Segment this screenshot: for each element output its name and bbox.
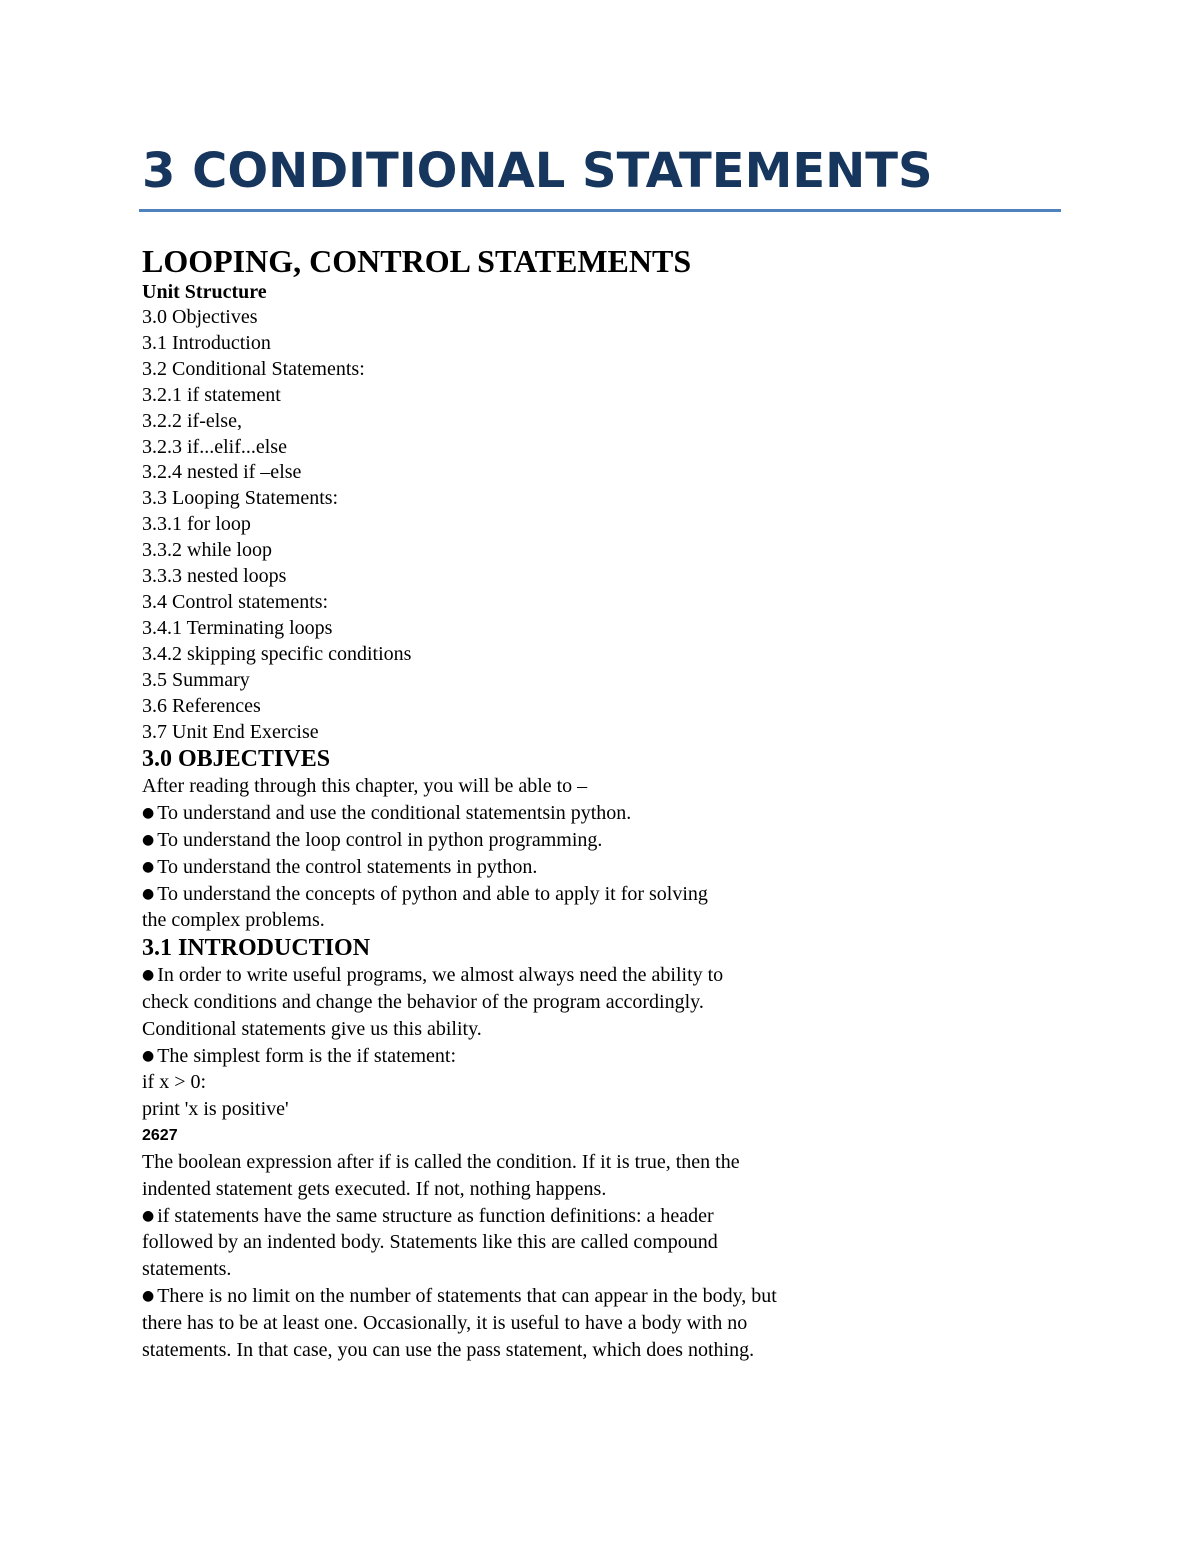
intro-bullet-text: There is no limit on the number of statements that can appear in the body, but there has to be at least one. Occasionally, it is useful to have a body with no statements. In that case, you can use the pass statement, which does nothing. [142,1284,777,1361]
intro-bullet-paragraph [142,1203,742,1283]
unit-structure-item: 3.0 Objectives [142,306,258,328]
unit-structure-item: 3.2.4 nested if –else [142,461,302,484]
objectives-intro: After reading through this chapter, you will be able to – [142,775,588,798]
intro-bullet-text: The simplest form is the if statement: [157,1044,457,1067]
objectives-list [142,800,782,934]
unit-structure-item: 3.4.1 Terminating loops [142,616,333,639]
unit-structure-item: 3.3.2 while loop [142,539,272,562]
chapter-title: 3 CONDITIONAL STATEMENTS [142,143,933,199]
code-line: if x > 0: [142,1071,207,1094]
unit-structure-item: 3.2.3 if...elif...else [142,435,287,458]
unit-structure-heading: Unit Structure [142,281,267,303]
bullet-icon: ● [142,1287,155,1304]
bullet-icon: ● [142,805,155,822]
unit-structure-item: 3.2.1 if statement [142,383,281,406]
code-line: print 'x is positive' [142,1098,289,1121]
chapter-subtitle: LOOPING, CONTROL STATEMENTS [142,243,692,279]
list-item [142,854,782,881]
title-underline [139,209,1061,212]
list-item [142,827,782,854]
introduction-heading: 3.1 INTRODUCTION [142,935,371,962]
list-item [142,881,722,935]
intro-bullet-paragraph [142,962,762,1042]
unit-structure-item: 3.7 Unit End Exercise [142,720,319,743]
unit-structure-item: 3.2 Conditional Statements: [142,357,365,380]
bullet-icon: ● [142,1047,155,1064]
bullet-icon: ● [142,1207,155,1224]
list-item [142,800,782,827]
intro-bullet-paragraph [142,1283,782,1363]
objective-text: To understand and use the conditional statementsin python. [157,802,632,825]
unit-structure-item: 3.1 Introduction [142,331,271,354]
intro-bullet-text: if statements have the same structure as function definitions: a header followed by an indented body. Statements like this are called compound statements. [142,1204,718,1281]
unit-structure-item: 3.4.2 skipping specific conditions [142,642,412,665]
unit-structure-item: 3.6 References [142,694,261,717]
bullet-icon: ● [142,885,155,902]
unit-structure-item: 3.4 Control statements: [142,590,329,613]
unit-structure-item: 3.3.1 for loop [142,513,251,536]
condition-paragraph: The boolean expression after if is called the condition. If it is true, then the indented statement gets executed. If not, nothing happens. [142,1150,740,1200]
intro-bullet-text: In order to write useful programs, we almost always need the ability to check conditions and change the behavior of the program accordingly. Conditional statements give us this ability. [142,964,724,1040]
page-number: 2627 [142,1126,178,1144]
unit-structure-item: 3.2.2 if-else, [142,409,242,432]
unit-structure-item: 3.5 Summary [142,668,250,691]
objective-text: To understand the control statements in python. [157,855,538,878]
unit-structure-item: 3.3.3 nested loops [142,565,287,588]
unit-structure-item: 3.3 Looping Statements: [142,487,339,510]
bullet-icon: ● [142,967,155,984]
chapter-content [142,243,782,1363]
document-page [142,0,1062,1553]
objective-text: To understand the loop control in python programming. [157,829,603,851]
intro-bullet-paragraph [142,1043,782,1070]
objective-text: To understand the concepts of python and able to apply it for solving the complex problems. [142,882,708,932]
unit-structure-list [142,305,782,745]
bullet-icon: ● [142,858,155,875]
objectives-heading: 3.0 OBJECTIVES [142,746,331,773]
bullet-icon: ● [142,832,155,848]
